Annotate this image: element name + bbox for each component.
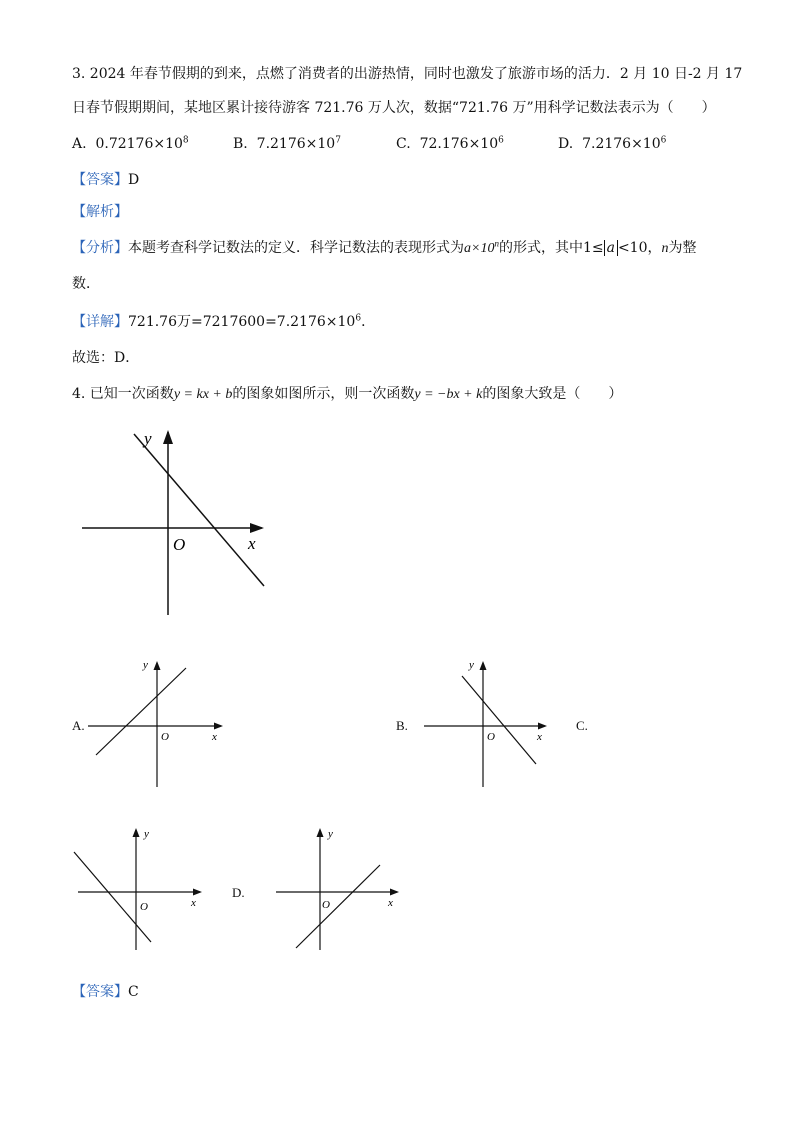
option-exponent: 6: [660, 135, 667, 146]
x-label: x: [191, 897, 196, 909]
q4-formula-1: y = kx + b: [173, 387, 233, 402]
fenxi-text1: 本题考查科学记数法的定义．科学记数法的表现形式为: [128, 240, 464, 256]
fenxi-text2: 的形式，其中: [498, 240, 583, 256]
function-line: [134, 434, 264, 586]
xiangjie-exp: 6: [355, 313, 362, 324]
q3-choice: 故选：D．: [72, 350, 140, 366]
fenxi-ineq-right: <10，: [617, 240, 662, 256]
x-axis-arrow: [214, 723, 223, 730]
x-axis-arrow: [390, 889, 399, 896]
origin-label: O: [173, 535, 186, 554]
q4-stem: [72, 384, 622, 405]
fenxi-abs-a: a: [604, 240, 618, 256]
answer-value: C: [128, 984, 139, 1000]
y-axis-arrow: [480, 661, 487, 670]
y-label: y: [143, 659, 148, 671]
y-label: y: [144, 429, 152, 448]
function-line: [96, 668, 186, 755]
x-label: x: [537, 731, 542, 743]
q4-option-a-label: A.: [72, 718, 85, 733]
option-exponent: 6: [498, 135, 504, 146]
option-label: B.: [233, 136, 248, 152]
q4-stem-b: 的图象如图所示，则一次函数: [232, 386, 415, 402]
option-exponent: 8: [182, 135, 189, 146]
option-value: 7.2176×10: [582, 136, 661, 152]
option-exponent: 7: [335, 135, 341, 146]
q3-option-a: [72, 134, 189, 154]
q3-answer: [72, 170, 139, 190]
analysis-tag: 【解析】: [72, 204, 128, 220]
q3-option-d: [558, 134, 666, 154]
y-label: y: [469, 659, 474, 671]
q3-option-c: [396, 134, 504, 154]
q4-option-b-label: B.: [396, 718, 408, 733]
fenxi-text3: 为整: [668, 240, 697, 256]
option-label: C.: [396, 136, 411, 152]
x-label: x: [248, 534, 256, 553]
function-line: [462, 676, 536, 764]
answer-value: D: [128, 172, 140, 188]
fenxi-formula: a×10: [464, 241, 495, 256]
option-value: 72.176×10: [419, 136, 499, 152]
fenxi-formula-exp: n: [494, 238, 499, 249]
q4-option-d-graph: [268, 822, 408, 952]
q4-formula-2: y = −bx + k: [414, 387, 483, 402]
q3-line2: 日春节假期期间，某地区累计接待游客 721.76 万人次，数据“721.76 万”用科学记数法表示为（ ）: [72, 100, 716, 116]
q4-answer: [72, 982, 139, 1002]
function-line: [74, 852, 151, 942]
x-label: x: [388, 897, 393, 909]
x-axis-arrow: [250, 523, 264, 533]
xiangjie-tag: 【详解】: [72, 314, 128, 330]
origin-label: O: [487, 731, 495, 743]
fenxi-tag: 【分析】: [72, 240, 128, 256]
function-line: [296, 865, 380, 948]
xiangjie-text: 721.76万=7217600=7.2176×10: [128, 314, 356, 330]
q4-stem-a: 4. 已知一次函数: [72, 386, 174, 402]
option-value: 0.72176×10: [95, 136, 183, 152]
q4-option-b-graph: [414, 655, 559, 790]
q3-fenxi: [72, 238, 697, 259]
q3-analysis-tag: [72, 202, 128, 222]
origin-label: O: [161, 731, 169, 743]
y-axis-arrow: [133, 828, 140, 837]
q3-line1: 3. 2024 年春节假期的到来，点燃了消费者的出游热情，同时也激发了旅游市场的活力．2 月 10 日-2 月 17: [72, 66, 743, 82]
q4-option-c-graph: [66, 822, 211, 952]
q3-xiangjie: [72, 312, 375, 332]
y-label: y: [144, 828, 149, 840]
y-axis-arrow: [317, 828, 324, 837]
q4-option-d-label: D.: [232, 885, 245, 900]
q3-option-b: [233, 134, 341, 154]
x-label: x: [212, 731, 217, 743]
q4-stem-c: 的图象大致是（ ）: [482, 386, 623, 402]
xiangjie-end: ．: [361, 314, 376, 330]
answer-tag: 【答案】: [72, 172, 128, 188]
option-value: 7.2176×10: [256, 136, 336, 152]
q3-fenxi-line2: 数．: [72, 276, 100, 292]
option-label: A.: [72, 136, 87, 152]
fenxi-n: n: [661, 241, 669, 256]
origin-label: O: [140, 901, 148, 913]
x-axis-arrow: [538, 723, 547, 730]
y-axis-arrow: [163, 430, 173, 444]
fenxi-ineq-left: 1≤: [582, 240, 604, 256]
x-axis-arrow: [193, 889, 202, 896]
origin-label: O: [322, 899, 330, 911]
option-label: D.: [558, 136, 574, 152]
q4-main-graph: [72, 420, 282, 620]
answer-tag: 【答案】: [72, 984, 128, 1000]
q4-option-a-graph: [88, 655, 233, 790]
q4-option-c-label: C.: [576, 718, 588, 733]
y-axis-arrow: [154, 661, 161, 670]
y-label: y: [328, 828, 333, 840]
